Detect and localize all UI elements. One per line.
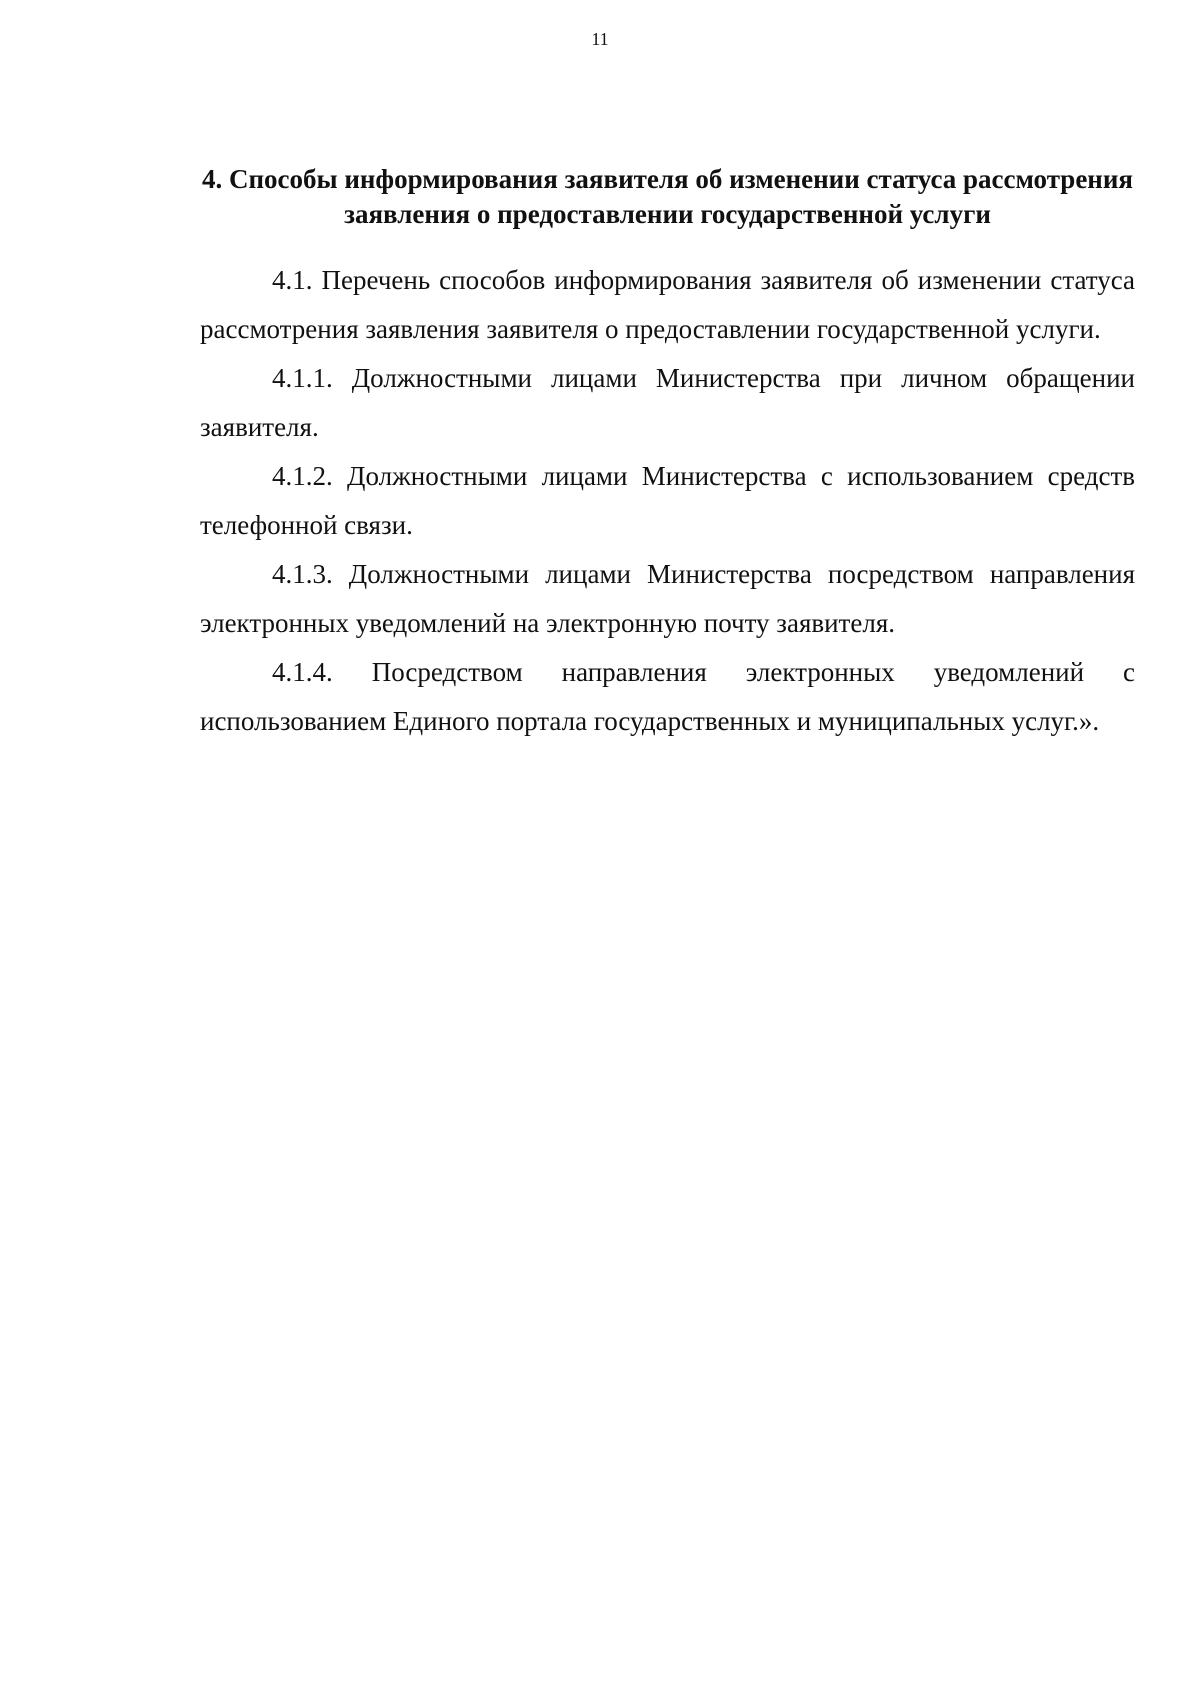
page-number: 11 bbox=[591, 29, 609, 49]
paragraph-4-1-3: 4.1.3. Должностными лицами Министерства посредством направления электронных уведомлений на электронную почту заявителя. bbox=[200, 559, 1135, 638]
paragraph-4-1-4: 4.1.4. Посредством направления электронных уведомлений с использованием Единого портала государственных и муниципальных услуг.». bbox=[200, 657, 1135, 736]
paragraph-4-1-2: 4.1.2. Должностными лицами Министерства с использованием средств телефонной связи. bbox=[200, 461, 1135, 540]
paragraph-4-1: 4.1. Перечень способов информирования заявителя об изменении статуса рассмотрения заявления заявителя о предоставлении государственной услуги. bbox=[200, 265, 1135, 344]
section-body bbox=[200, 256, 1135, 746]
section-heading: 4. Способы информирования заявителя об изменении статуса рассмотрения заявления о предоставлении государственной услуги bbox=[201, 164, 1134, 229]
paragraph-4-1-1: 4.1.1. Должностными лицами Министерства при личном обращении заявителя. bbox=[200, 363, 1135, 442]
